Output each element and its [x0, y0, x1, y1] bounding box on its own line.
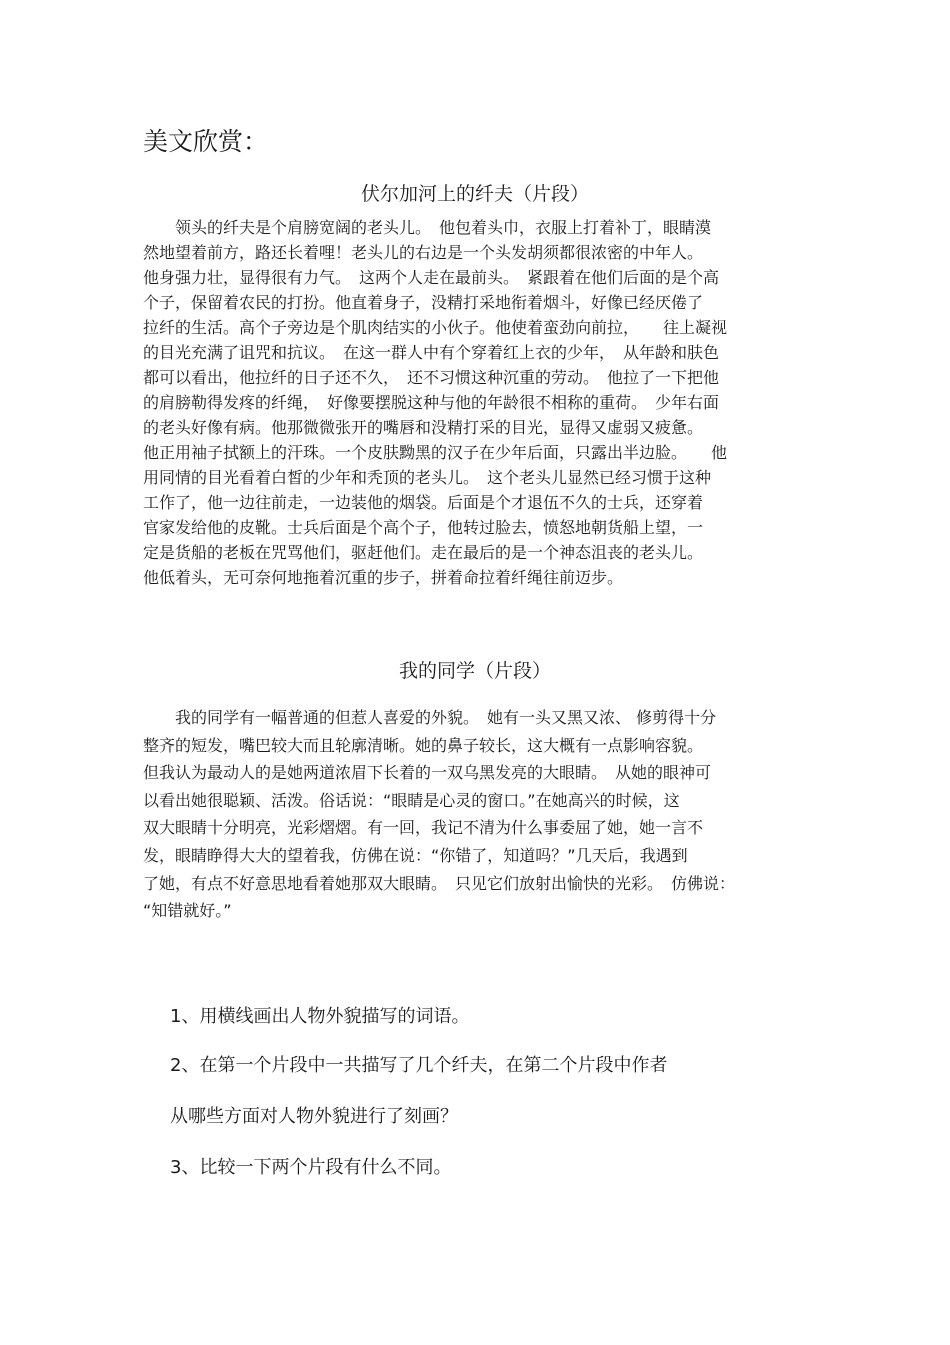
article-1-line: 他身强力壮，显得很有力气。 这两个人走在最前头。 紧跟着在他们后面的是个高: [143, 268, 720, 287]
article-1-line: 拉纤的生活。高个子旁边是个肌肉结实的小伙子。他使着蛮劲向前拉， 往上凝视: [143, 318, 728, 337]
article-1-line: 工作了，他一边往前走，一边装他的烟袋。后面是个才退伍不久的士兵，还穿着: [143, 493, 704, 512]
section-heading: 美文欣赏：: [143, 127, 269, 156]
article-2-line: “知错就好。”: [143, 901, 232, 920]
article-2-line: 以看出她很聪颖、活泼。俗话说：“眼睛是心灵的窗口。”在她高兴的时候，这: [143, 791, 680, 810]
article-1-line: 他低着头，无可奈何地拖着沉重的步子，拼着命拉着纤绳往前迈步。: [143, 568, 624, 587]
article-1-line: 都可以看出，他拉纤的日子还不久， 还不习惯这种沉重的劳动。 他拉了一下把他: [143, 368, 720, 387]
question-2: 2、在第一个片段中一共描写了几个纤夫，在第二个片段中作者: [170, 1055, 668, 1076]
article-2-line: 了她，有点不好意思地看着她那双大眼睛。 只见它们放射出愉快的光彩。 仿佛说：: [143, 874, 736, 893]
article-1-line: 领头的纤夫是个肩膀宽阔的老头儿。 他包着头巾，衣服上打着补丁，眼睛漠: [143, 218, 712, 237]
article-1-line: 个子，保留着农民的打扮。他直着身子，没精打采地衔着烟斗，好像已经厌倦了: [143, 293, 704, 312]
article-2-title: 我的同学（片段）: [398, 660, 551, 682]
article-2-line: 整齐的短发，嘴巴较大而且轮廓清晰。她的鼻子较长，这大概有一点影响容貌。: [143, 736, 704, 755]
question-1: 1、用横线画出人物外貌描写的词语。: [170, 1006, 470, 1027]
article-2-line: 我的同学有一幅普通的但惹人喜爱的外貌。 她有一头又黑又浓、 修剪得十分: [143, 708, 717, 727]
article-1-line: 的目光充满了诅咒和抗议。 在这一群人中有个穿着红上衣的少年， 从年龄和肤色: [143, 343, 720, 362]
article-1-line: 然地望着前方，路还长着哩！老头儿的右边是一个头发胡须都很浓密的中年人。: [143, 243, 704, 262]
article-1-line: 的老头好像有病。他那微微张开的嘴唇和没精打采的目光，显得又虚弱又疲惫。: [143, 418, 704, 437]
question-2-continued: 从哪些方面对人物外貌进行了刻画？: [170, 1106, 458, 1127]
article-1-line: 定是货船的老板在咒骂他们，驱赶他们。走在最后的是一个神态沮丧的老头儿。: [143, 543, 704, 562]
article-1-line: 官家发给他的皮靴。士兵后面是个高个子，他转过脸去，愤怒地朝货船上望，一: [143, 518, 704, 537]
article-2-line: 发，眼睛睁得大大的望着我，仿佛在说：“你错了，知道吗？”几天后，我遇到: [143, 846, 688, 865]
article-1-line: 的肩膀勒得发疼的纤绳， 好像要摆脱这种与他的年龄很不相称的重荷。 少年右面: [143, 393, 720, 412]
article-2-line: 双大眼睛十分明亮，光彩熠熠。有一回，我记不清为什么事委屈了她，她一言不: [143, 818, 704, 837]
question-3: 3、比较一下两个片段有什么不同。: [170, 1157, 452, 1178]
article-2-line: 但我认为最动人的是她两道浓眉下长着的一双乌黑发亮的大眼睛。 从她的眼神可: [143, 763, 712, 782]
article-1-line: 他正用袖子拭额上的汗珠。一个皮肤黝黑的汉子在少年后面，只露出半边脸。 他: [143, 443, 728, 462]
article-1-title: 伏尔加河上的纤夫（片段）: [360, 183, 589, 205]
article-1-line: 用同情的目光看着白皙的少年和秃顶的老头儿。 这个老头儿显然已经习惯于这种: [143, 468, 712, 487]
